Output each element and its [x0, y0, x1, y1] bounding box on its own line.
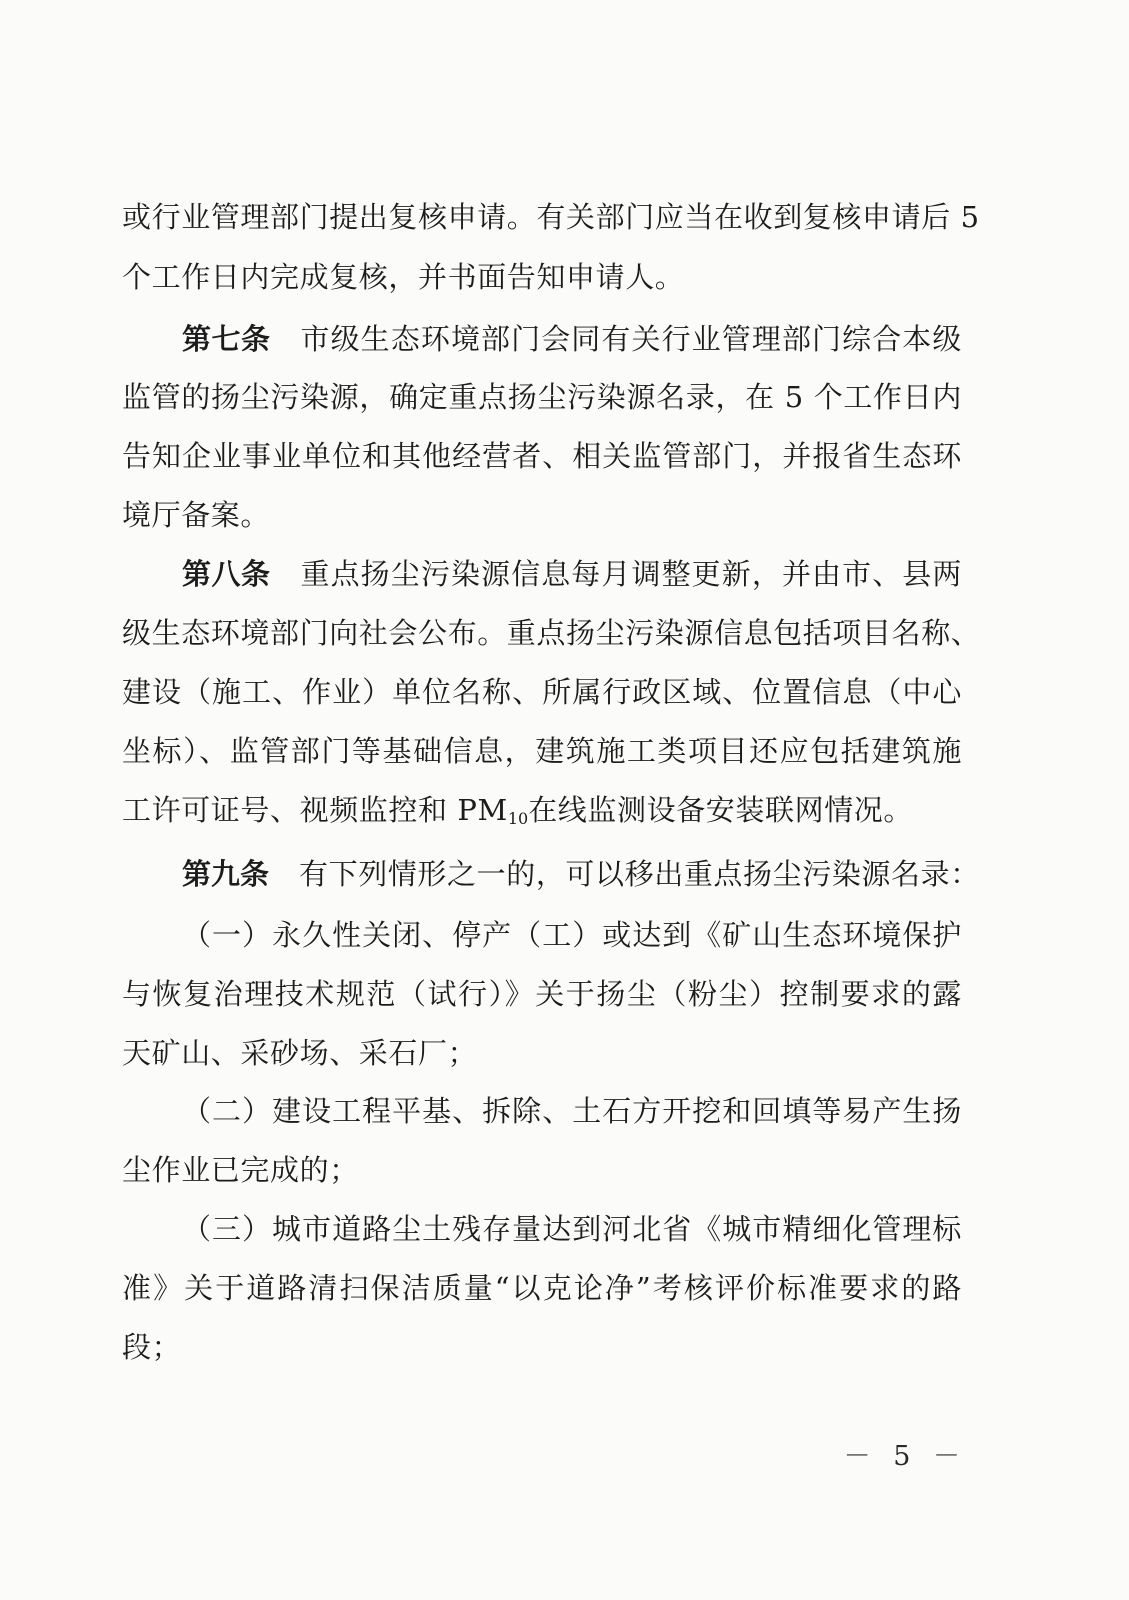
text-line: 段； — [122, 1330, 182, 1364]
text-line: 或行业管理部门提出复核申请。有关部门应当在收到复核申请后 5 — [122, 200, 980, 234]
text-line: 天矿山、采砂场、采石厂； — [122, 1036, 478, 1070]
article-8-first-line — [182, 553, 962, 595]
article-9-text: 有下列情形之一的，可以移出重点扬尘污染源名录： — [299, 857, 980, 891]
list-item-1-first-line: （一）永久性关闭、停产（工）或达到《矿山生态环境保护 — [182, 918, 962, 952]
list-item-3-first-line: （三）城市道路尘土残存量达到河北省《城市精细化管理标 — [182, 1212, 962, 1246]
text-line: 坐标）、监管部门等基础信息，建筑施工类项目还应包括建筑施 — [122, 734, 962, 768]
text-line: 境厅备案。 — [122, 498, 271, 532]
article-8-heading: 第八条 — [182, 557, 271, 591]
article-7-heading: 第七条 — [182, 322, 271, 356]
text-line: 个工作日内完成复核，并书面告知申请人。 — [122, 260, 685, 294]
article-9-first-line — [182, 853, 980, 895]
text-line: 尘作业已完成的； — [122, 1153, 359, 1187]
text-line: 准》关于道路清扫保洁质量“以克论净”考核评价标准要求的路 — [122, 1271, 962, 1305]
text-segment: 在线监测设备安装联网情况。 — [528, 793, 913, 827]
article-7-first-line — [182, 318, 962, 360]
page-number: － 5 － — [843, 1441, 967, 1472]
text-line: 建设（施工、作业）单位名称、所属行政区域、位置信息（中心 — [122, 675, 962, 709]
article-8-text: 重点扬尘污染源信息每月调整更新，并由市、县两 — [300, 557, 962, 591]
article-7-text: 市级生态环境部门会同有关行业管理部门综合本级 — [300, 322, 962, 356]
subscript-10: 10 — [507, 809, 529, 828]
text-line: 监管的扬尘污染源，确定重点扬尘污染源名录，在 5 个工作日内 — [122, 380, 962, 414]
text-segment: 工许可证号、视频监控和 PM — [122, 793, 508, 827]
article-9-heading: 第九条 — [182, 857, 270, 891]
list-item-2-first-line: （二）建设工程平基、拆除、土石方开挖和回填等易产生扬 — [182, 1094, 962, 1128]
text-line: 告知企业事业单位和其他经营者、相关监管部门，并报省生态环 — [122, 439, 962, 473]
text-line — [122, 789, 962, 831]
text-line: 与恢复治理技术规范（试行）》关于扬尘（粉尘）控制要求的露 — [122, 977, 962, 1011]
text-line: 级生态环境部门向社会公布。重点扬尘污染源信息包括项目名称、 — [122, 616, 981, 650]
